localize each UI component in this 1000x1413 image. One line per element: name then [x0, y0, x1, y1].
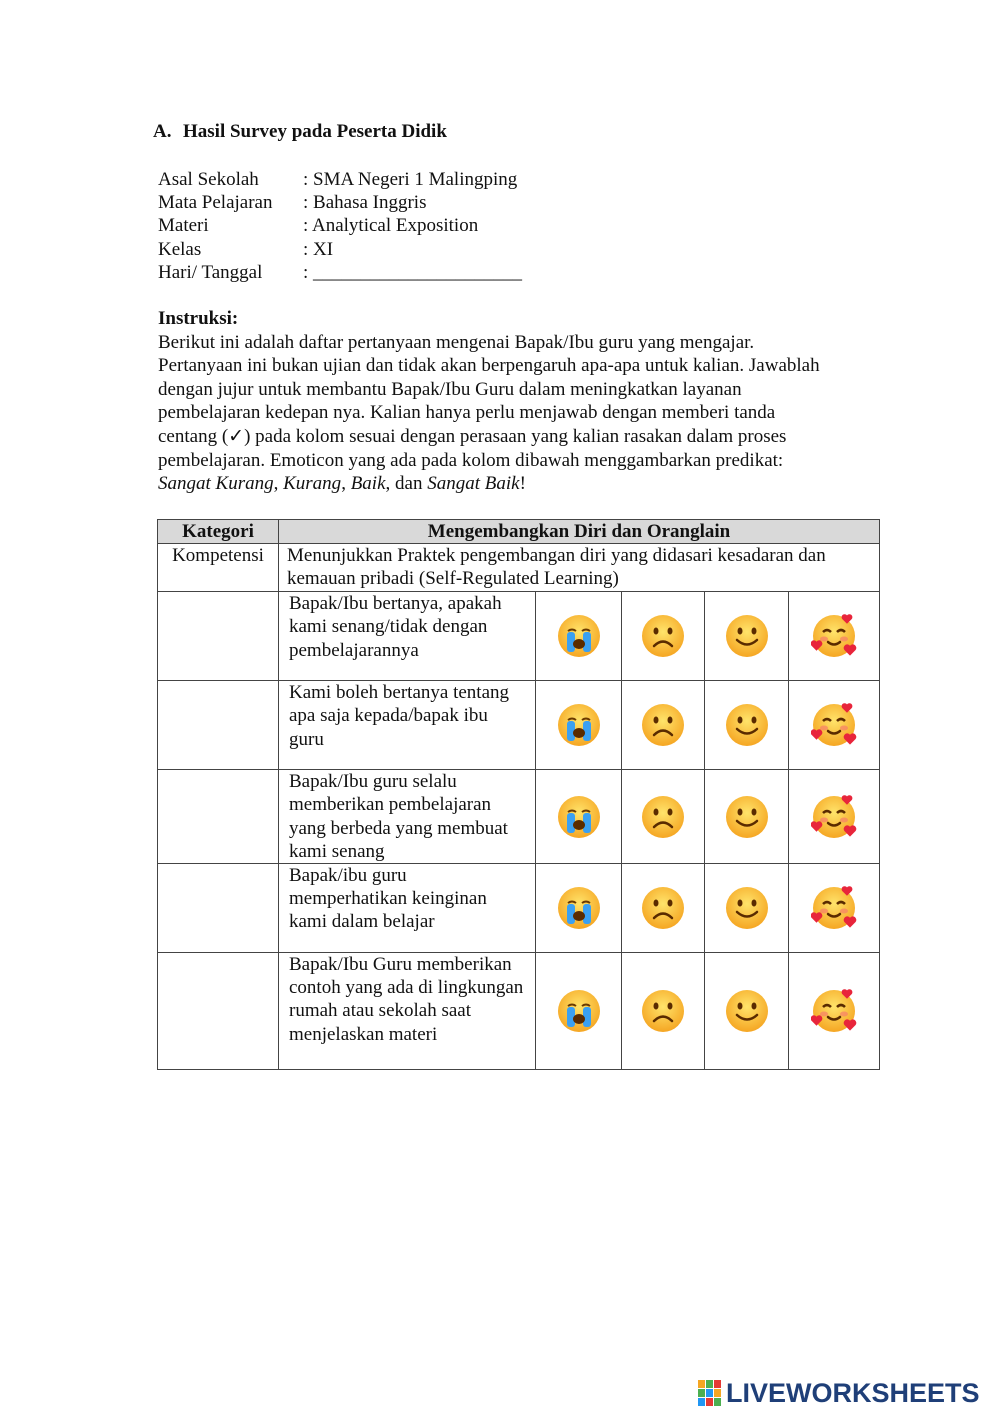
header-topic: Mengembangkan Diri dan Oranglain [279, 520, 880, 544]
info-label: Asal Sekolah [158, 169, 259, 190]
answer-cell-sangat-kurang[interactable] [536, 953, 622, 1070]
frowning-face-icon [640, 988, 686, 1034]
info-row [158, 214, 522, 237]
smiling-face-with-hearts-icon [811, 988, 857, 1034]
instructions [158, 307, 883, 496]
crying-face-icon [556, 702, 602, 748]
frowning-face-icon [640, 885, 686, 931]
identity-info [158, 168, 522, 284]
answer-cell-sangat-baik[interactable] [789, 592, 880, 681]
frowning-face-icon [640, 613, 686, 659]
table-row [158, 864, 880, 953]
question-text: Bapak/Ibu guru selalu memberikan pembelajaran yang berbeda yang membuat kami senang [279, 770, 536, 864]
question-text: Bapak/Ibu Guru memberikan contoh yang ada di lingkungan rumah atau sekolah saat menjelaskan materi [279, 953, 536, 1070]
smiling-face-icon [724, 885, 770, 931]
smiling-face-icon [724, 988, 770, 1034]
instructions-line: pembelajaran kedepan nya. Kalian hanya perlu menjawab dengan memberi tanda [158, 402, 776, 424]
info-row [158, 238, 522, 261]
smiling-face-icon [724, 613, 770, 659]
question-text: Bapak/Ibu bertanya, apakah kami senang/tidak dengan pembelajarannya [279, 592, 536, 681]
info-value: : Bahasa Inggris [303, 192, 427, 214]
crying-face-icon [556, 988, 602, 1034]
liveworksheets-logo [698, 1378, 980, 1409]
separator: , dan [385, 473, 428, 495]
predicate: Sangat Baik [427, 473, 520, 495]
info-value: : Analytical Exposition [303, 215, 479, 237]
separator: , [273, 473, 284, 495]
answer-cell-sangat-baik[interactable] [789, 681, 880, 770]
predicate-line [158, 472, 883, 496]
section-heading [153, 121, 447, 143]
instructions-line: dengan jujur untuk membantu Bapak/Ibu Guru dalam meningkatkan layanan [158, 378, 742, 400]
info-value: : XI [303, 238, 334, 260]
answer-cell-kurang[interactable] [622, 953, 705, 1070]
instructions-line: pembelajaran. Emoticon yang ada pada kolom dibawah menggambarkan predikat: [158, 449, 784, 471]
category-cell [158, 681, 279, 770]
answer-cell-sangat-baik[interactable] [789, 770, 880, 864]
date-field[interactable]: : ______________________ [303, 261, 523, 283]
crying-face-icon [556, 613, 602, 659]
liveworksheets-wordmark: LIVEWORKSHEETS [726, 1378, 980, 1408]
category-cell [158, 592, 279, 681]
smiling-face-with-hearts-icon [811, 613, 857, 659]
info-label: Mata Pelajaran [158, 192, 273, 214]
frowning-face-icon [640, 702, 686, 748]
competence-label: Kompetensi [158, 544, 279, 592]
table-row [158, 681, 880, 770]
info-label: Hari/ Tanggal [158, 261, 263, 283]
answer-cell-sangat-kurang[interactable] [536, 592, 622, 681]
smiling-face-with-hearts-icon [811, 702, 857, 748]
category-cell [158, 770, 279, 864]
answer-cell-baik[interactable] [705, 592, 789, 681]
info-row [158, 191, 522, 214]
question-text: Kami boleh bertanya tentang apa saja kepada/bapak ibu guru [279, 681, 536, 770]
table-header-row [158, 520, 880, 544]
answer-cell-sangat-baik[interactable] [789, 953, 880, 1070]
smiling-face-with-hearts-icon [811, 794, 857, 840]
predicate: Baik [350, 473, 386, 495]
header-category: Kategori [158, 520, 279, 544]
table-row [158, 770, 880, 864]
info-value: : SMA Negeri 1 Malingping [303, 169, 518, 190]
crying-face-icon [556, 794, 602, 840]
table-row [158, 953, 880, 1070]
answer-cell-kurang[interactable] [622, 864, 705, 953]
answer-cell-baik[interactable] [705, 770, 789, 864]
instructions-line: Berikut ini adalah daftar pertanyaan mengenai Bapak/Ibu guru yang mengajar. [158, 331, 755, 353]
smiling-face-icon [724, 794, 770, 840]
info-row [158, 261, 522, 284]
liveworksheets-mark-icon [698, 1380, 723, 1407]
answer-cell-baik[interactable] [705, 864, 789, 953]
answer-cell-baik[interactable] [705, 681, 789, 770]
info-label: Materi [158, 215, 209, 237]
answer-cell-sangat-kurang[interactable] [536, 864, 622, 953]
competence-row [158, 544, 880, 592]
survey-table [157, 519, 880, 1070]
info-label: Kelas [158, 238, 202, 260]
separator: ! [519, 473, 526, 495]
category-cell [158, 864, 279, 953]
answer-cell-kurang[interactable] [622, 592, 705, 681]
instructions-heading: Instruksi: [158, 308, 239, 329]
instructions-line: centang (✓) pada kolom sesuai dengan perasaan yang kalian rasakan dalam proses [158, 425, 787, 447]
frowning-face-icon [640, 794, 686, 840]
instructions-line: Pertanyaan ini bukan ujian dan tidak akan berpengaruh apa-apa untuk kalian. Jawablah [158, 355, 820, 377]
section-number: A. [153, 121, 172, 142]
table-row [158, 592, 880, 681]
smiling-face-icon [724, 702, 770, 748]
separator: , [341, 473, 351, 495]
smiling-face-with-hearts-icon [811, 885, 857, 931]
crying-face-icon [556, 885, 602, 931]
answer-cell-sangat-baik[interactable] [789, 864, 880, 953]
predicate: Kurang [283, 473, 342, 495]
answer-cell-kurang[interactable] [622, 681, 705, 770]
section-title: Hasil Survey pada Peserta Didik [183, 121, 447, 142]
answer-cell-sangat-kurang[interactable] [536, 681, 622, 770]
answer-cell-kurang[interactable] [622, 770, 705, 864]
answer-cell-sangat-kurang[interactable] [536, 770, 622, 864]
answer-cell-baik[interactable] [705, 953, 789, 1070]
category-cell [158, 953, 279, 1070]
predicate: Sangat Kurang [158, 473, 274, 495]
question-text: Bapak/ibu guru memperhatikan keinginan kami dalam belajar [279, 864, 536, 953]
info-row [158, 168, 522, 191]
competence-text: Menunjukkan Praktek pengembangan diri yang didasari kesadaran dan kemauan pribadi (Self-Regulated Learning) [279, 544, 880, 592]
